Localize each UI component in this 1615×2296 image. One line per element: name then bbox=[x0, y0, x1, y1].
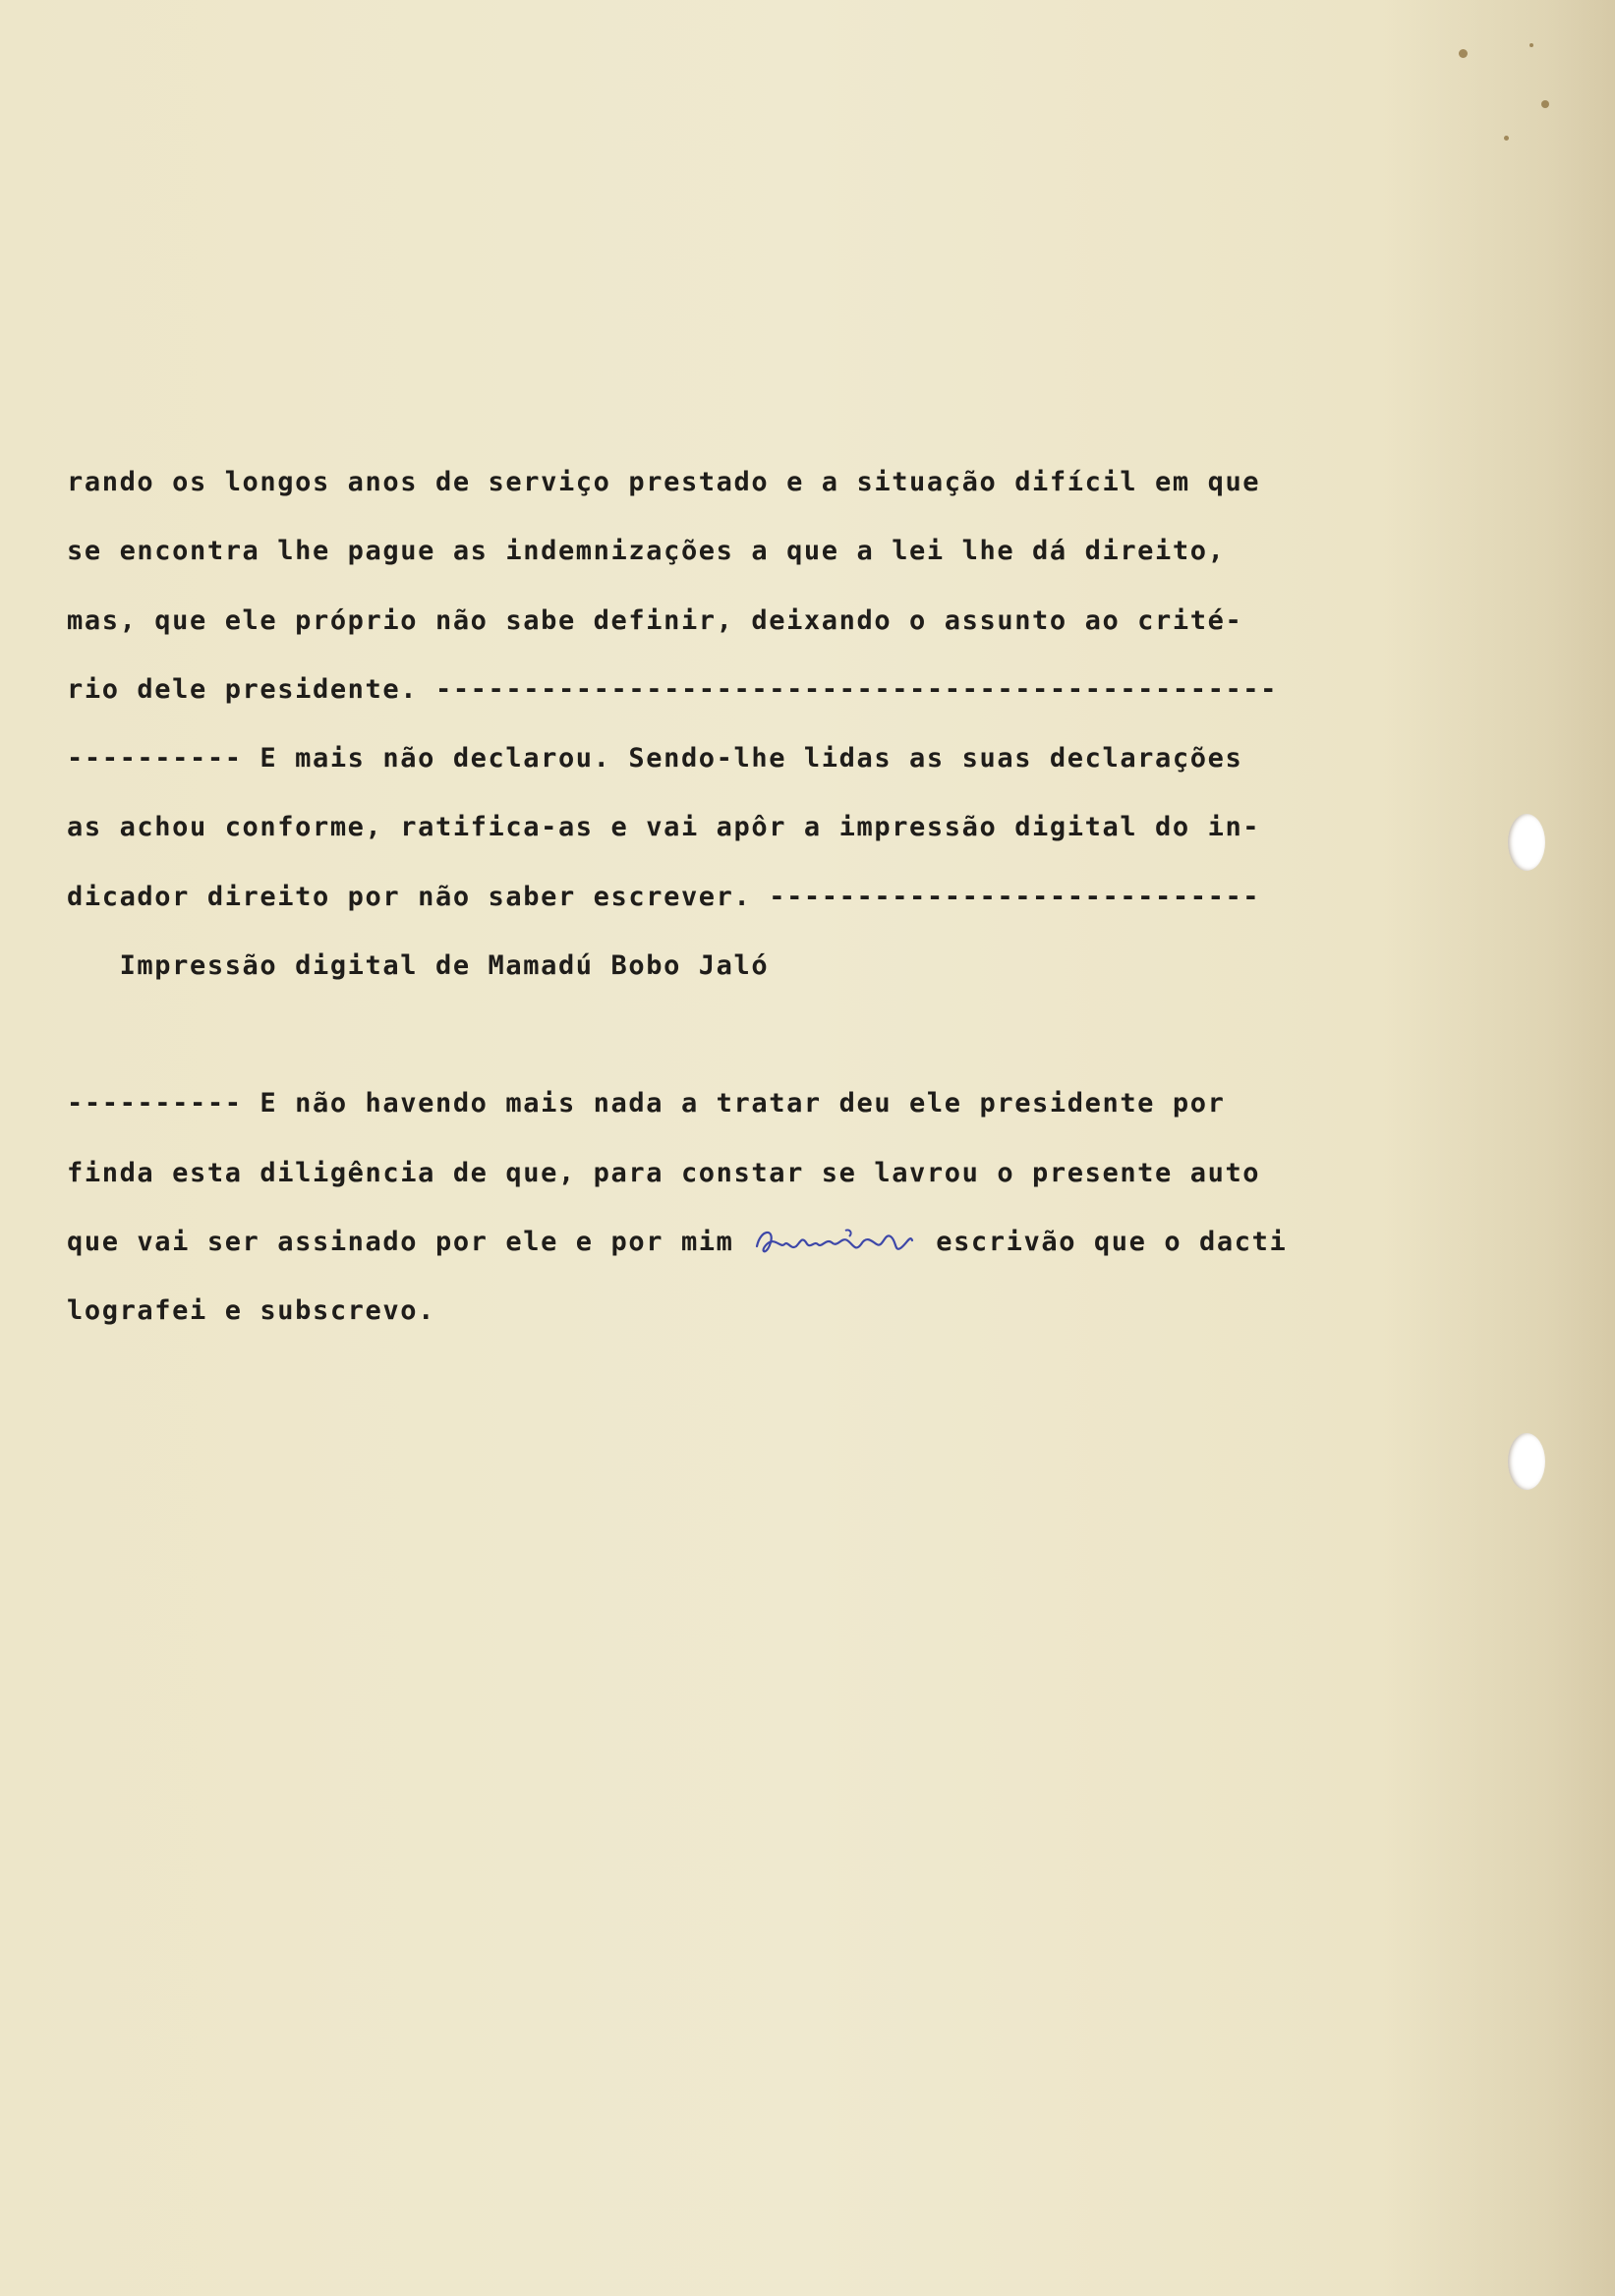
paper-stain bbox=[1541, 100, 1549, 108]
text-before-signature: que vai ser assinado por ele e por mim bbox=[67, 1226, 752, 1257]
signature-line bbox=[67, 1218, 1374, 1287]
punch-hole bbox=[1508, 1433, 1545, 1490]
text-line: mas, que ele próprio não sabe definir, deixando o assunto ao crité- bbox=[67, 604, 1243, 636]
text-line: finda esta diligência de que, para constar se lavrou o presente auto bbox=[67, 1157, 1261, 1188]
spacer bbox=[67, 1010, 1374, 1079]
text-line: ---------- E mais não declarou. Sendo-lhe lidas as suas declarações bbox=[67, 743, 1243, 775]
fingerprint-caption: Impressão digital de Mamadú Bobo Jaló bbox=[67, 950, 770, 982]
typed-text-block bbox=[67, 458, 1374, 1356]
punch-hole bbox=[1508, 814, 1545, 871]
page-edge-shading bbox=[1389, 0, 1615, 2296]
paper-stain bbox=[1529, 43, 1533, 47]
text-line: as achou conforme, ratifica-as e vai apôr a impressão digital do in- bbox=[67, 812, 1261, 843]
text-after-signature: escrivão que o dacti bbox=[918, 1226, 1288, 1257]
text-line: rio dele presidente. ------------------------------------------------ bbox=[67, 673, 1279, 705]
text-line: rando os longos anos de serviço prestado e a situação difícil em que bbox=[67, 467, 1261, 497]
text-line: dicador direito por não saber escrever. ---------------------------- bbox=[67, 881, 1261, 912]
text-line: lografei e subscrevo. bbox=[67, 1295, 435, 1327]
paper-stain bbox=[1459, 49, 1468, 58]
paper-stain bbox=[1504, 136, 1509, 141]
text-line: ---------- E não havendo mais nada a tratar deu ele presidente por bbox=[67, 1088, 1226, 1119]
handwritten-signature bbox=[751, 1223, 918, 1262]
text-line: se encontra lhe pague as indemnizações a que a lei lhe dá direito, bbox=[67, 536, 1226, 567]
